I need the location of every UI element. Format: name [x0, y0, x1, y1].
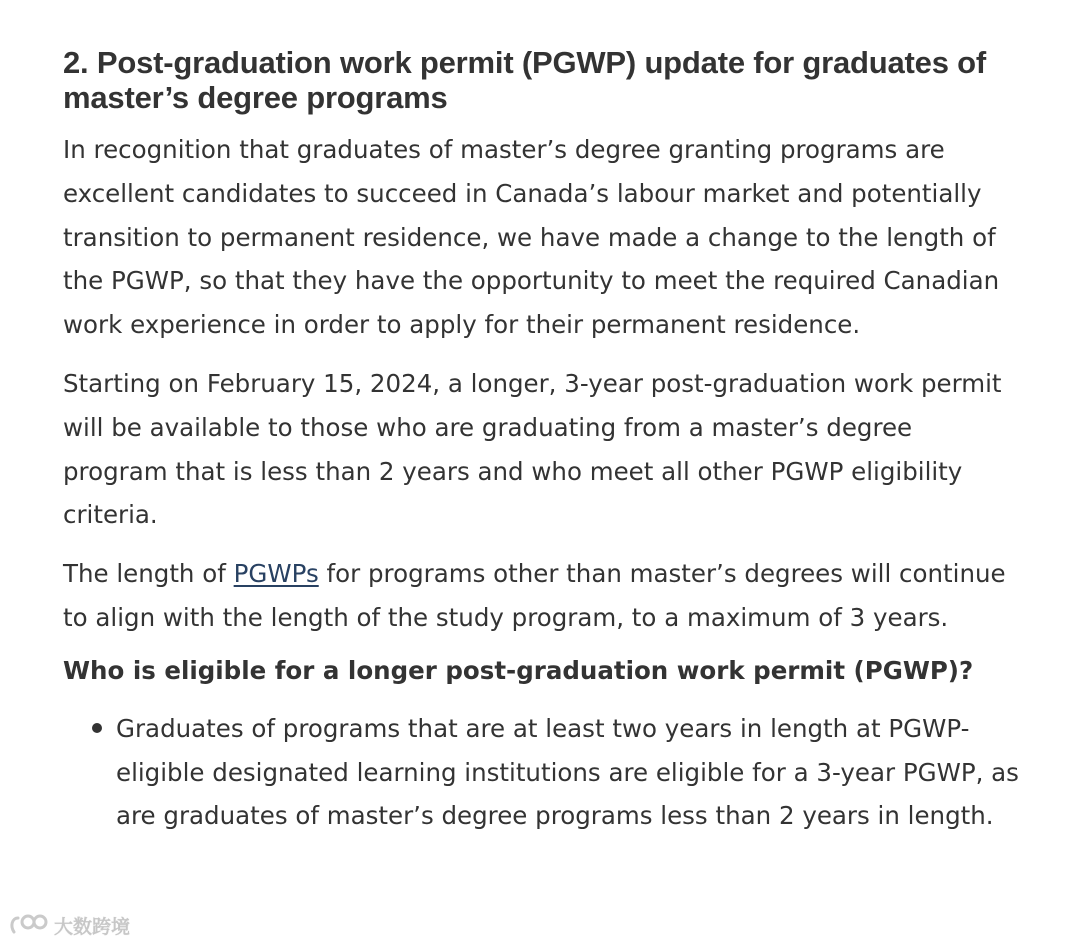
paragraph-recognition: In recognition that graduates of master’s degree granting programs are excellent candidates to succeed in Canada’s labour market and potentially transition to permanent residence, we have made a change to the length of the PGWP, so that they have the opportunity to meet the required Canadian work experience in order to apply for their permanent residence. — [63, 135, 1000, 340]
article-section — [63, 40, 1023, 838]
paragraph-pgwp-length — [63, 552, 1023, 640]
list-item — [116, 707, 1023, 838]
eligibility-list — [63, 707, 1023, 838]
paragraph-start-date: Starting on February 15, 2024, a longer, 3-year post-graduation work permit will be available to those who are graduating from a master’s degree program that is less than 2 years and who meet all other PGWP eligibility criteria. — [63, 368, 1002, 530]
bullet-icon — [92, 723, 102, 733]
list-item-text: Graduates of programs that are at least two years in length at PGWP-eligible designated learning institutions are eligible for a 3-year PGWP, as are graduates of master’s degree programs less than 2 years in length. — [116, 713, 1019, 831]
watermark — [8, 910, 130, 940]
section-heading: 2. Post-graduation work permit (PGWP) update for graduates of master’s degree programs — [63, 45, 987, 115]
paragraph-text-after-link: for programs other than master’s degrees will continue to align with the length of the study program, to a maximum of 3 years. — [63, 559, 1006, 632]
paragraph-text-before-link: The length of — [63, 559, 234, 589]
pgwps-link[interactable]: PGWPs — [233, 559, 319, 589]
eligibility-subheading: Who is eligible for a longer post-graduation work permit (PGWP)? — [63, 655, 974, 685]
watermark-text: 大数跨境 — [54, 915, 131, 938]
brand-logo-icon — [8, 912, 50, 938]
